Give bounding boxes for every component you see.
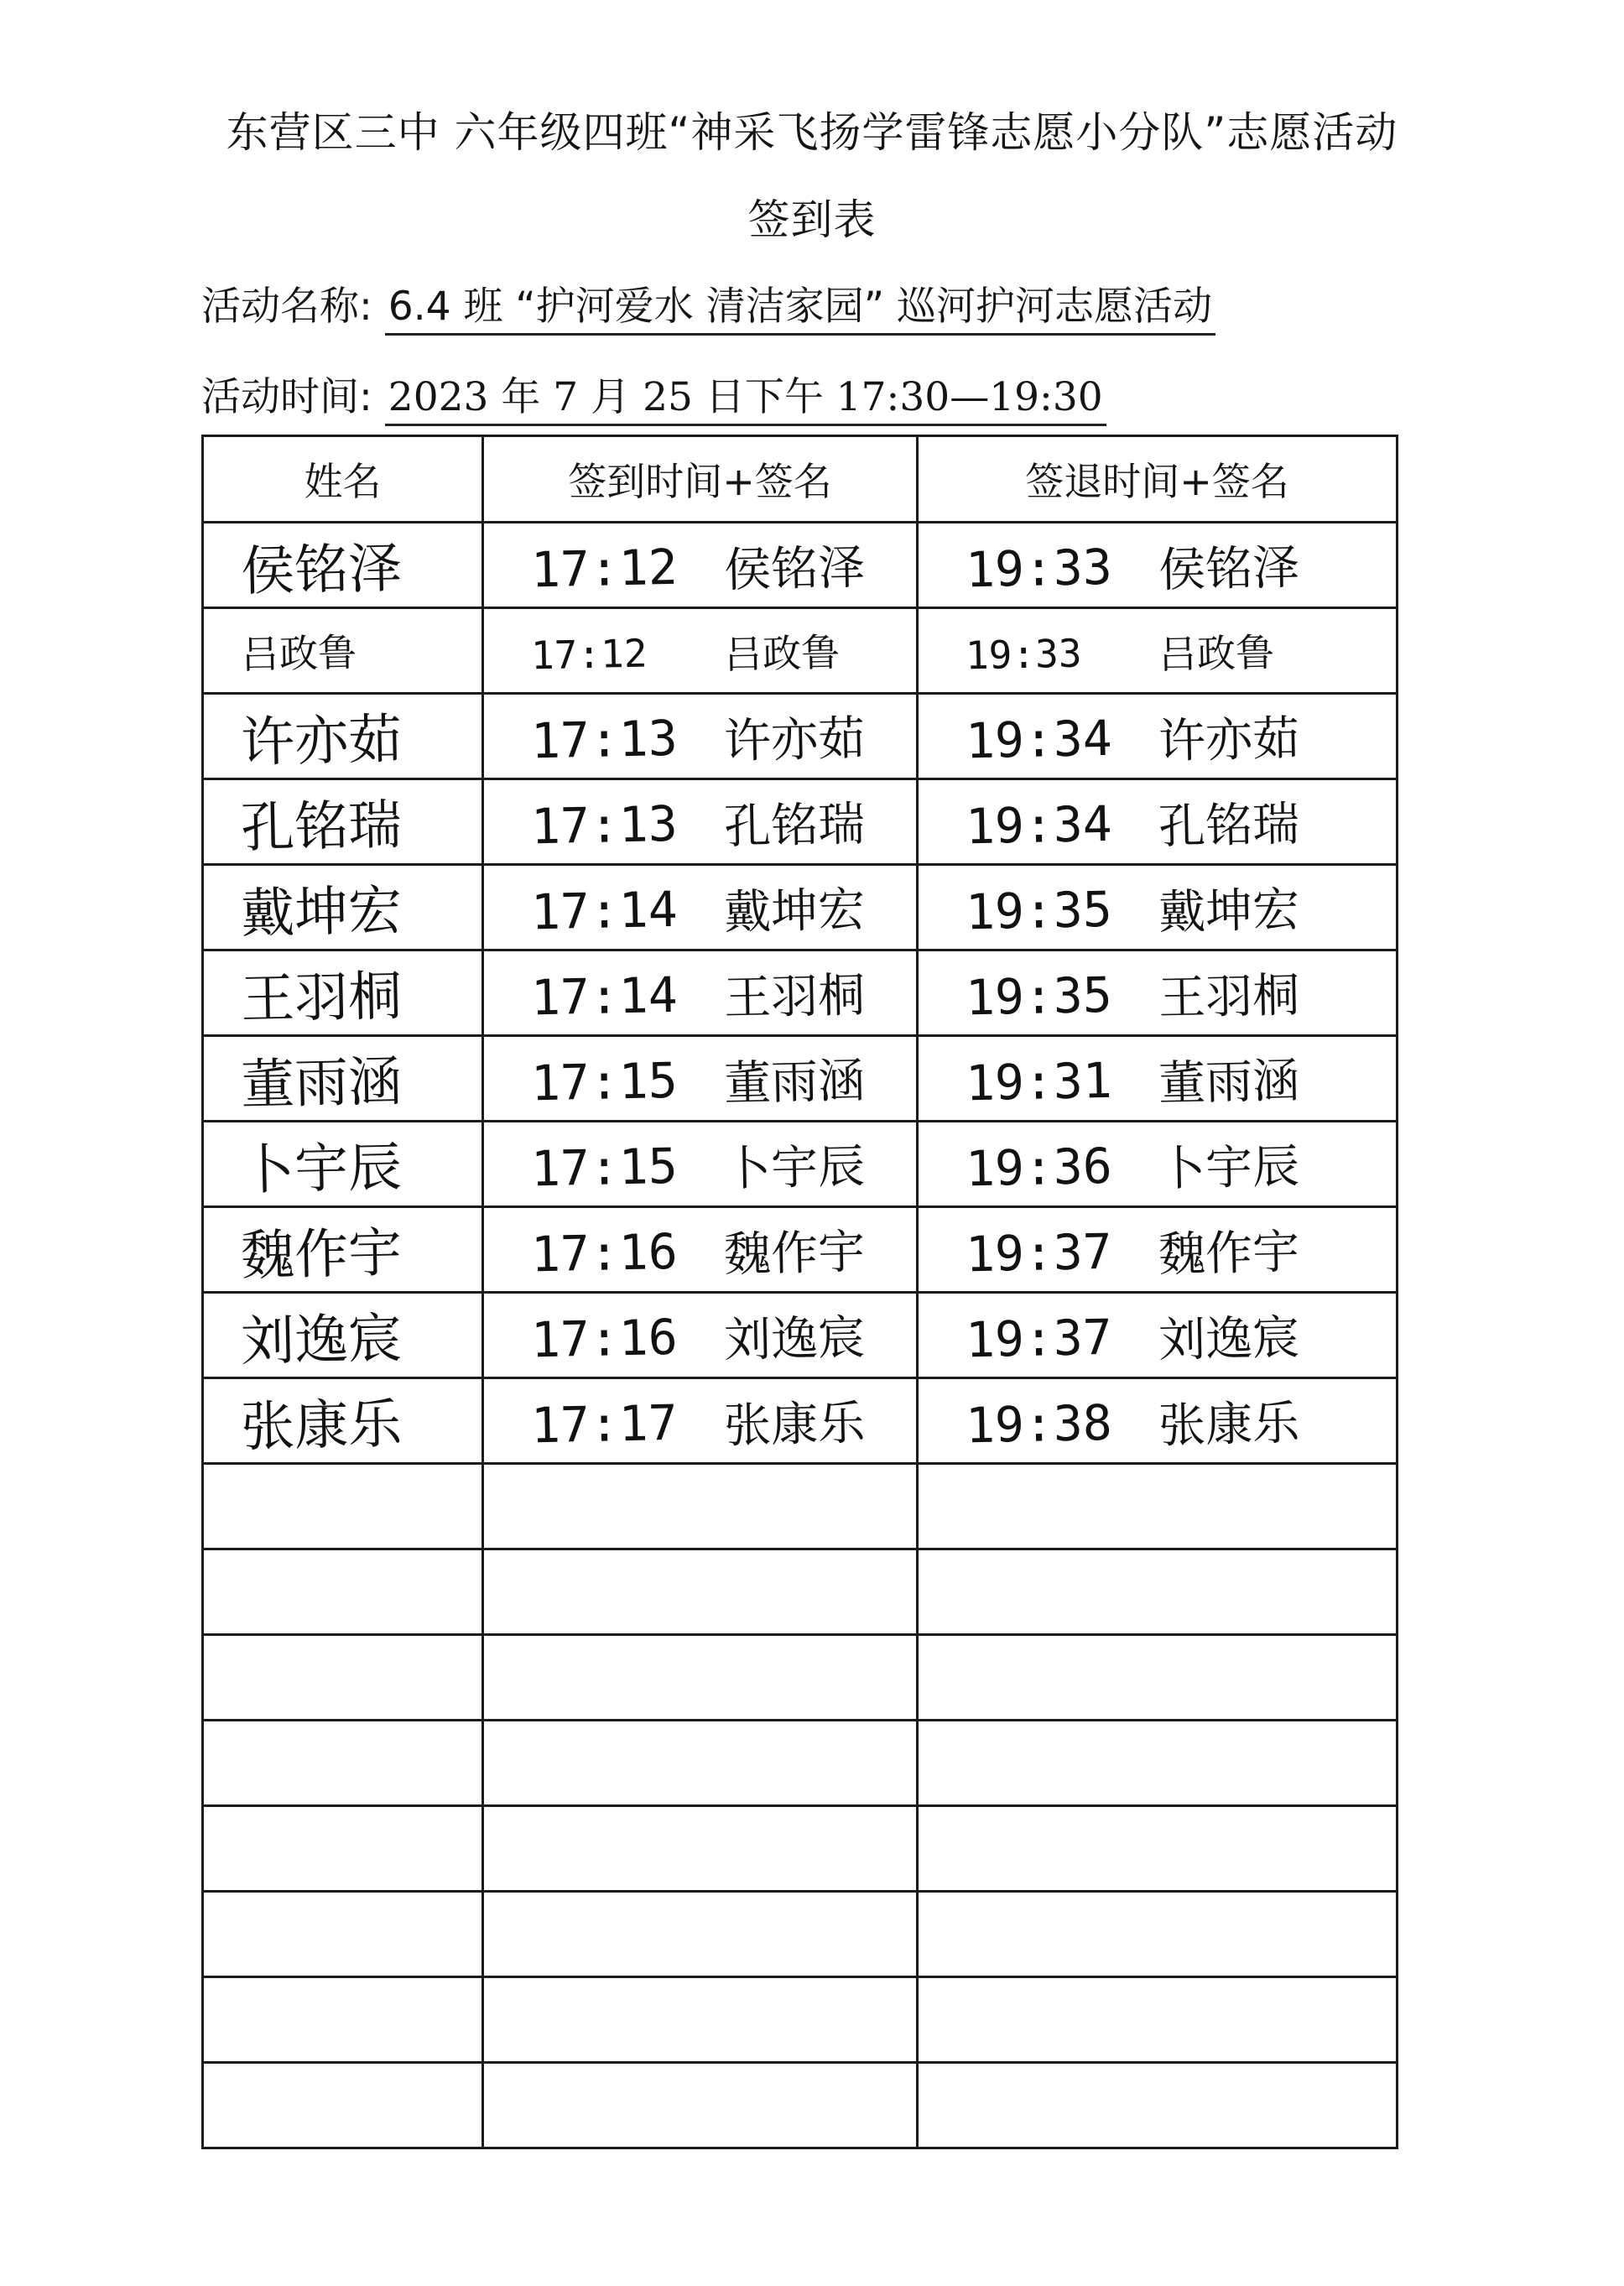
sign-in-cell-signature: 许亦茹 — [723, 711, 866, 769]
sign-out-cell-time: 19:34 — [965, 794, 1113, 855]
name-cell — [203, 865, 483, 950]
sign-out-cell — [918, 694, 1398, 779]
sign-out-cell-time: 19:36 — [965, 1137, 1113, 1197]
sign-in-cell-time: 17:14 — [530, 880, 679, 940]
empty-cell — [203, 1977, 483, 2063]
empty-cell — [203, 1892, 483, 1977]
sign-out-cell — [918, 865, 1398, 950]
student-name: 许亦茹 — [240, 708, 403, 774]
activity-time-line — [201, 366, 1106, 422]
sign-out-cell-signature: 戴坤宏 — [1158, 882, 1300, 940]
sign-in-cell-signature: 吕政鲁 — [723, 629, 841, 677]
sign-out-cell — [918, 608, 1398, 694]
document-title: 东营区三中 六年级四班“神采飞扬学雷锋志愿小分队”志愿活动 — [226, 108, 1398, 157]
sign-in-cell-signature: 魏作宇 — [723, 1224, 866, 1283]
empty-table-row — [203, 1806, 1398, 1892]
activity-name-label: 活动名称: — [201, 284, 372, 330]
sign-in-cell-time: 17:15 — [530, 1137, 679, 1197]
student-name: 王羽桐 — [240, 965, 403, 1031]
student-name: 孔铭瑞 — [240, 794, 403, 860]
empty-table-row — [203, 1635, 1398, 1721]
sign-out-cell-signature: 许亦茹 — [1158, 711, 1300, 769]
name-cell — [203, 779, 483, 865]
name-cell — [203, 1122, 483, 1207]
table-row — [203, 523, 1398, 608]
table-body — [203, 523, 1398, 2148]
table-row — [203, 865, 1398, 950]
table-row — [203, 1036, 1398, 1122]
sign-out-cell-time: 19:33 — [965, 630, 1083, 678]
sign-in-cell — [483, 1293, 918, 1378]
empty-table-row — [203, 2063, 1398, 2148]
empty-cell — [918, 1892, 1398, 1977]
name-cell — [203, 1378, 483, 1464]
sign-out-cell — [918, 1207, 1398, 1293]
column-header-sign-out: 签退时间+签名 — [918, 436, 1398, 523]
sign-in-cell-time: 17:16 — [530, 1222, 679, 1283]
sign-in-cell — [483, 779, 918, 865]
sign-out-cell-signature: 魏作宇 — [1158, 1224, 1300, 1283]
activity-name-line — [201, 275, 1215, 331]
sign-in-cell — [483, 1122, 918, 1207]
name-cell — [203, 1207, 483, 1293]
sign-in-cell — [483, 865, 918, 950]
sign-in-cell-time: 17:13 — [530, 794, 679, 855]
table-row — [203, 1122, 1398, 1207]
empty-cell — [203, 1549, 483, 1635]
sign-out-cell-time: 19:38 — [965, 1393, 1113, 1454]
sign-out-cell-time: 19:37 — [965, 1308, 1113, 1368]
name-cell — [203, 608, 483, 694]
sign-in-cell — [483, 694, 918, 779]
name-cell — [203, 950, 483, 1036]
table-row — [203, 1207, 1398, 1293]
empty-table-row — [203, 1464, 1398, 1549]
sign-in-cell-time: 17:14 — [530, 966, 679, 1026]
empty-cell — [483, 2063, 918, 2148]
empty-cell — [918, 1806, 1398, 1892]
student-name: 吕政鲁 — [240, 629, 357, 677]
empty-cell — [918, 1721, 1398, 1806]
sign-out-cell-signature: 孔铭瑞 — [1158, 796, 1300, 855]
sign-in-cell — [483, 950, 918, 1036]
sign-in-table — [201, 435, 1398, 2149]
sign-out-cell — [918, 1378, 1398, 1464]
column-header-sign-in: 签到时间+签名 — [483, 436, 918, 523]
table-header-row — [203, 436, 1398, 523]
sign-out-cell — [918, 1122, 1398, 1207]
student-name: 张康乐 — [240, 1393, 403, 1459]
sign-out-cell-time: 19:35 — [965, 880, 1113, 940]
sign-in-cell-signature: 董雨涵 — [723, 1053, 866, 1112]
empty-cell — [483, 1635, 918, 1721]
student-name: 卜宇辰 — [240, 1136, 403, 1202]
sign-in-cell — [483, 1036, 918, 1122]
sign-in-cell-time: 17:15 — [530, 1051, 679, 1112]
table-row — [203, 1293, 1398, 1378]
student-name: 刘逸宸 — [240, 1307, 403, 1373]
sign-out-cell — [918, 779, 1398, 865]
sign-in-cell-time: 17:16 — [530, 1308, 679, 1368]
sign-in-cell — [483, 1378, 918, 1464]
empty-cell — [483, 1464, 918, 1549]
empty-cell — [483, 1549, 918, 1635]
sign-out-cell-time: 19:35 — [965, 966, 1113, 1026]
sign-in-cell-signature: 孔铭瑞 — [723, 796, 866, 855]
sign-in-cell-time: 17:12 — [530, 538, 679, 598]
table-row — [203, 1378, 1398, 1464]
sign-in-cell-time: 17:12 — [530, 630, 648, 678]
sign-in-cell-time: 17:13 — [530, 709, 679, 769]
student-name: 魏作宇 — [240, 1221, 403, 1288]
empty-cell — [483, 1806, 918, 1892]
sign-out-cell-signature: 刘逸宸 — [1158, 1310, 1300, 1368]
empty-table-row — [203, 1721, 1398, 1806]
sign-in-cell-signature: 王羽桐 — [723, 967, 866, 1026]
table-row — [203, 779, 1398, 865]
name-cell — [203, 523, 483, 608]
sign-out-cell-time: 19:31 — [965, 1051, 1113, 1112]
activity-time-label: 活动时间: — [201, 374, 372, 420]
table-row — [203, 694, 1398, 779]
sign-out-cell — [918, 950, 1398, 1036]
sign-in-cell — [483, 1207, 918, 1293]
empty-cell — [918, 1635, 1398, 1721]
sign-in-cell — [483, 608, 918, 694]
sign-in-cell-time: 17:17 — [530, 1393, 679, 1454]
empty-cell — [483, 1892, 918, 1977]
empty-cell — [918, 1977, 1398, 2063]
empty-cell — [203, 1806, 483, 1892]
sign-out-cell-signature: 王羽桐 — [1158, 967, 1300, 1026]
name-cell — [203, 1036, 483, 1122]
empty-cell — [918, 1464, 1398, 1549]
sign-out-cell — [918, 523, 1398, 608]
empty-cell — [203, 1635, 483, 1721]
empty-cell — [203, 1721, 483, 1806]
sign-out-cell-signature: 吕政鲁 — [1158, 629, 1275, 677]
empty-cell — [203, 2063, 483, 2148]
document-subtitle: 签到表 — [747, 195, 877, 244]
sign-in-cell-signature: 侯铭泽 — [723, 539, 866, 598]
empty-table-row — [203, 1892, 1398, 1977]
activity-time-value: 2023 年 7 月 25 日下午 17:30—19:30 — [385, 374, 1106, 426]
sign-in-cell-signature: 刘逸宸 — [723, 1310, 866, 1368]
column-header-name: 姓名 — [203, 436, 483, 523]
empty-cell — [918, 1549, 1398, 1635]
sign-in-cell — [483, 523, 918, 608]
sign-out-cell — [918, 1036, 1398, 1122]
sign-out-cell-time: 19:37 — [965, 1222, 1113, 1283]
student-name: 侯铭泽 — [240, 537, 403, 603]
sign-out-cell-signature: 卜宇辰 — [1158, 1138, 1300, 1197]
sign-out-cell-time: 19:33 — [965, 538, 1113, 598]
empty-cell — [483, 1721, 918, 1806]
empty-table-row — [203, 1977, 1398, 2063]
empty-table-row — [203, 1549, 1398, 1635]
sign-in-cell-signature: 张康乐 — [723, 1395, 866, 1454]
sign-out-cell-signature: 侯铭泽 — [1158, 539, 1300, 598]
student-name: 戴坤宏 — [240, 879, 403, 945]
sign-in-cell-signature: 卜宇辰 — [723, 1138, 866, 1197]
sign-out-cell-signature: 张康乐 — [1158, 1395, 1300, 1454]
name-cell — [203, 694, 483, 779]
empty-cell — [203, 1464, 483, 1549]
activity-name-value: 6.4 班 “护河爱水 清洁家园” 巡河护河志愿活动 — [385, 284, 1215, 336]
sign-out-cell-signature: 董雨涵 — [1158, 1053, 1300, 1112]
empty-cell — [483, 1977, 918, 2063]
table-row — [203, 950, 1398, 1036]
student-name: 董雨涵 — [240, 1050, 403, 1117]
sign-in-cell-signature: 戴坤宏 — [723, 882, 866, 940]
sign-out-cell — [918, 1293, 1398, 1378]
name-cell — [203, 1293, 483, 1378]
table-row — [203, 608, 1398, 694]
empty-cell — [918, 2063, 1398, 2148]
sign-out-cell-time: 19:34 — [965, 709, 1113, 769]
